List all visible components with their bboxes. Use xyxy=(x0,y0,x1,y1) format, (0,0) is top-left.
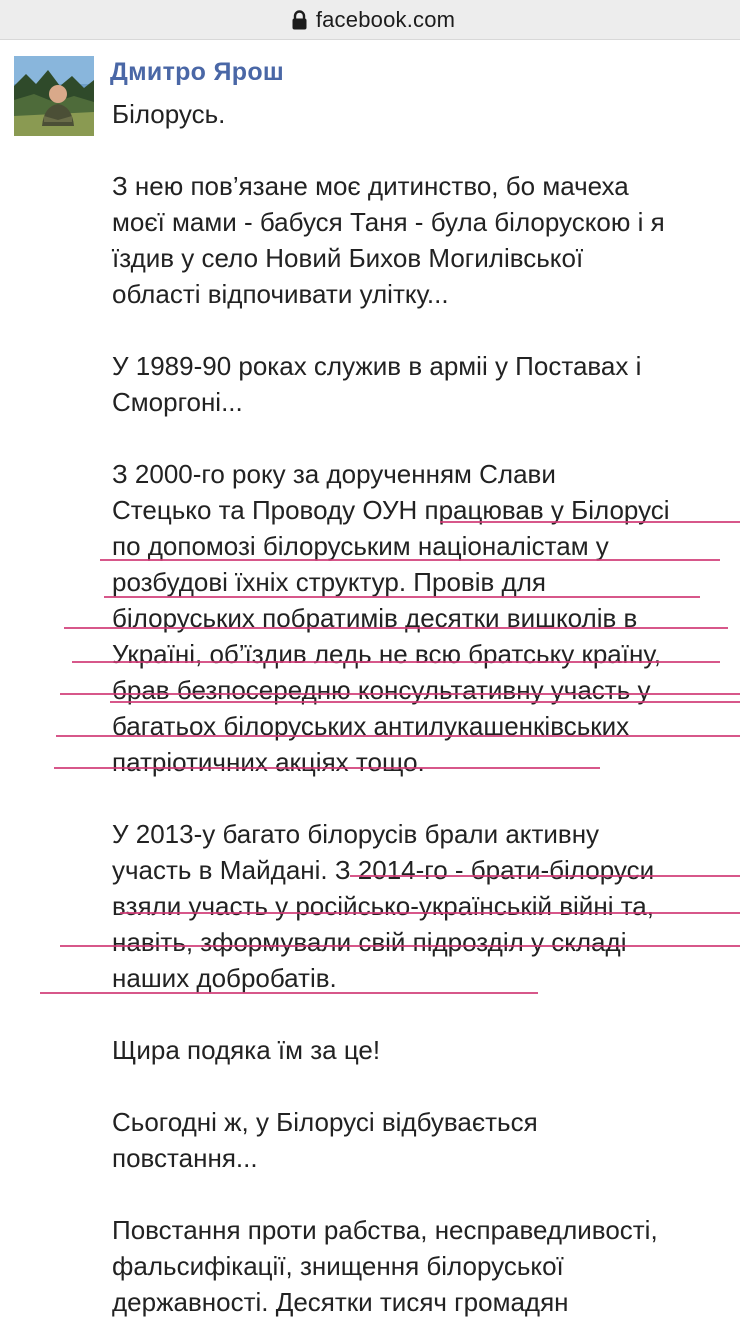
post-line: З нею пов’язане моє дитинство, бо мачеха xyxy=(112,171,629,201)
post-line: взяли участь у російсько-українській війні та, xyxy=(112,891,654,921)
post-line: багатьох білоруських антилукашенківських xyxy=(112,711,630,741)
browser-url-bar[interactable] xyxy=(0,0,740,40)
post-line: білоруських побратимів десятки вишколів в xyxy=(112,603,638,633)
post-line: їздив у село Новий Бихов Могилівської xyxy=(112,243,584,273)
post-line: З 2000-го року за дорученням Слави xyxy=(112,459,556,489)
post-line: патріотичних акціях тощо. xyxy=(112,747,425,777)
post-line: Україні, об’їздив ледь не всю братську країну, xyxy=(112,639,661,669)
paragraph-gap xyxy=(112,312,732,348)
post-line: розбудові їхніх структур. Провів для xyxy=(112,567,546,597)
post-line: по допомозі білоруським націоналістам у xyxy=(112,531,609,561)
post-line: області відпочивати улітку... xyxy=(112,279,449,309)
post-line: Білорусь. xyxy=(112,99,226,129)
post-line: участь в Майдані. З 2014-го - брати-білоруси xyxy=(112,855,655,885)
paragraph-gap xyxy=(112,1176,732,1212)
paragraph-gap xyxy=(112,420,732,456)
post-line: Сьогодні ж, у Білорусі відбувається xyxy=(112,1107,538,1137)
post-line: державності. Десятки тисяч громадян xyxy=(112,1287,569,1317)
url-display[interactable] xyxy=(291,7,455,33)
post-line: брав безпосередню консультативну участь у xyxy=(112,675,651,705)
paragraph-gap xyxy=(112,780,732,816)
url-text: facebook.com xyxy=(315,6,456,32)
paragraph-gap xyxy=(112,996,732,1032)
post-line: У 2013-у багато білорусів брали активну xyxy=(112,819,600,849)
post-author-name[interactable]: Дмитро Ярош xyxy=(110,58,285,86)
paragraph-gap xyxy=(112,132,732,168)
paragraph-gap xyxy=(112,1068,732,1104)
post-line: фальсифікації, знищення білоруської xyxy=(112,1251,564,1281)
lock-icon xyxy=(291,9,308,31)
post-line: Щира подяка їм за це! xyxy=(112,1035,381,1065)
avatar[interactable] xyxy=(14,56,94,136)
post-line: наших добробатів. xyxy=(112,963,337,993)
post-line: Стецько та Проводу ОУН працював у Білорусі xyxy=(112,495,670,525)
post-line: повстання... xyxy=(112,1143,258,1173)
post-line: Повстання проти рабства, несправедливості, xyxy=(112,1215,658,1245)
post-line: моєї мами - бабуся Таня - була білорускою і я xyxy=(112,207,665,237)
post-line: навіть, зформували свій підрозділ у складі xyxy=(112,927,627,957)
post-text xyxy=(112,96,732,1320)
post-line: У 1989-90 роках служив в арміі у Поставах і xyxy=(112,351,642,381)
post-line: Сморгоні... xyxy=(112,387,243,417)
